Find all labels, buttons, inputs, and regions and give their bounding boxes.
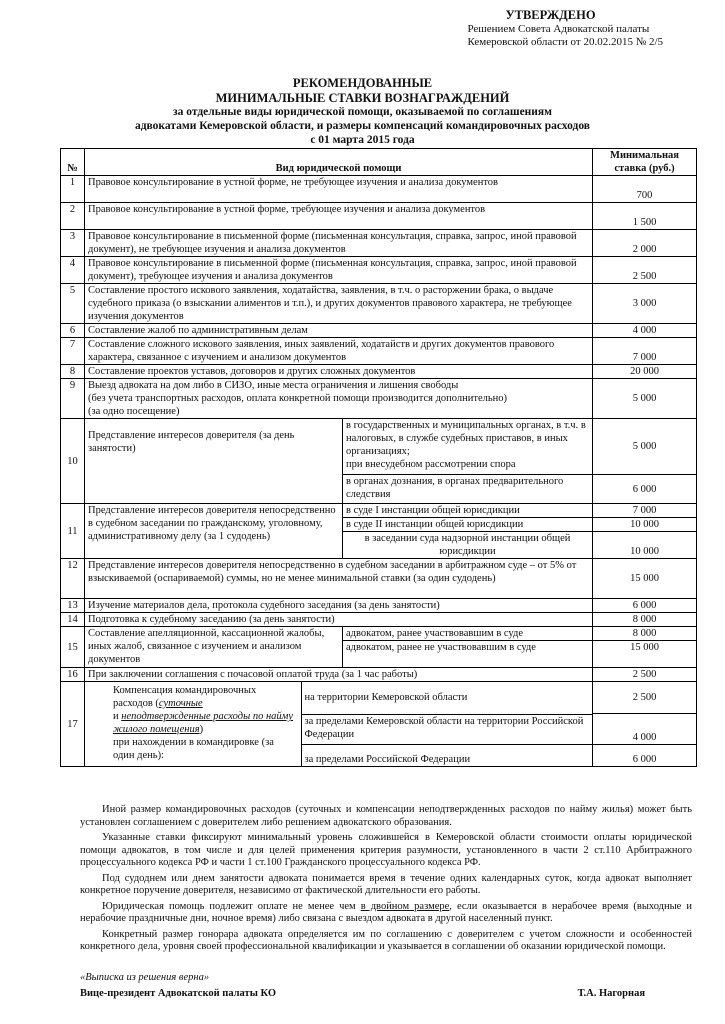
row11-sub2: в суде II инстанции общей юрисдикции [343, 518, 593, 532]
heading-line2: МИНИМАЛЬНЫЕ СТАВКИ ВОЗНАГРАЖДЕНИЙ [215, 91, 510, 105]
row-rate: 2 500 [593, 668, 697, 682]
row11-sub3: в заседании суда надзорной инстанции общей юрисдикции [343, 532, 593, 559]
row-text: Составление сложного искового заявления, иных заявлений, ходатайств и других документов правового характера, связанное с изучением и анализом документов [85, 338, 593, 365]
table-row [61, 230, 697, 257]
row-text: Представление интересов доверителя непосредственно в судебном заседании по гражданскому, уголовному, административному делу (за 1 судодень) [85, 504, 343, 559]
row-rate: 6 000 [593, 744, 697, 766]
table-row [61, 284, 697, 324]
table-row [61, 203, 697, 230]
row-text: Подготовка к судебному заседанию (за день занятости) [85, 613, 593, 627]
row-rate: 6 000 [593, 475, 697, 504]
row-num: 7 [61, 338, 85, 365]
extract-note: «Выписка из решения верна» [80, 972, 210, 983]
row17-text [85, 682, 301, 766]
row-rate: 10 000 [593, 518, 697, 532]
row-rate: 700 [593, 176, 697, 203]
r17-t4: при нахождении в командировке (за один день): [113, 737, 274, 761]
r17-t3: ) [199, 724, 204, 735]
row-text: Правовое консультирование в устной форме, требующее изучения и анализа документов [85, 203, 593, 230]
row-rate: 2 500 [593, 257, 697, 284]
approval-block [467, 8, 663, 49]
signature-line [80, 988, 645, 1001]
rates-table [60, 148, 697, 767]
table-row [61, 599, 697, 613]
row-text: Изучение материалов дела, протокола судебного заседания (за день занятости) [85, 599, 593, 613]
table-row [61, 379, 697, 419]
row-num: 4 [61, 257, 85, 284]
heading-line5: с 01 марта 2015 года [310, 133, 415, 146]
row-num: 3 [61, 230, 85, 257]
row-text: Представление интересов доверителя (за день занятости) [85, 419, 343, 504]
row-rate: 2 000 [593, 230, 697, 257]
row-text: Представление интересов доверителя непосредственно в судебном заседании в арбитражном суде – от 5% от взыскиваемой (оспариваемой) суммы, но не менее минимальной ставки (за один судодень) [85, 559, 593, 599]
note-3: Под судоднем или днем занятости адвоката понимается время в течение одних календарных суток, когда адвокат выполняет конкретное поручение доверителя, независимо от фактической длительности его работы. [80, 872, 692, 896]
approval-title: УТВЕРЖДЕНО [505, 8, 596, 22]
note-4b: , если оказывается в нерабочее время (выходные и нерабочие праздничные дни, ночное время) либо связана с выездом адвоката в другой населенный пункт. [80, 900, 692, 924]
row-text: Правовое консультирование в письменной форме (письменная консультация, справка, запрос, иной правовой документ), не требующее изучения и анализа документов [85, 230, 593, 257]
signer-position: Вице-президент Адвокатской палаты КО [80, 988, 277, 999]
signer-name: Т.А. Нагорная [577, 988, 645, 999]
table-row [61, 176, 697, 203]
row10-sub1b-text: при внесудебном рассмотрении спора [346, 459, 516, 470]
row-num: 10 [61, 419, 85, 504]
table-row [61, 668, 697, 682]
table-header [61, 149, 697, 176]
r17-t1: Компенсация командировочных расходов ( [113, 685, 257, 709]
notes-section [80, 804, 692, 957]
table-row [61, 682, 697, 714]
row-rate: 4 000 [593, 324, 697, 338]
row-num: 15 [61, 627, 85, 668]
row-num: 1 [61, 176, 85, 203]
r17-t2: и [113, 711, 119, 722]
table-row [61, 627, 697, 641]
row-num: 8 [61, 365, 85, 379]
row-num: 5 [61, 284, 85, 324]
row-num: 17 [61, 682, 85, 767]
row9-line2: (без учета транспортных расходов, оплата конкретной помощи производится дополнительно) [88, 393, 508, 404]
table-row [61, 324, 697, 338]
row17-sub1: на территории Кемеровской области [301, 682, 592, 714]
row15-sub2: адвокатом, ранее не участвовавшим в суде [343, 641, 593, 668]
table-row [61, 257, 697, 284]
row-rate: 15 000 [593, 641, 697, 668]
row11-sub1: в суде I инстанции общей юрисдикции [343, 504, 593, 518]
row-rate: 1 500 [593, 203, 697, 230]
row-rate: 8 000 [593, 627, 697, 641]
row17-sub2: за пределами Кемеровской области на территории Российской Федерации [301, 714, 592, 744]
row-rate: 7 000 [593, 338, 697, 365]
r17-t1u: суточные [158, 698, 203, 709]
row-text: При заключении соглашения с почасовой оплатой труда (за 1 час работы) [85, 668, 593, 682]
row-text: Правовое консультирование в устной форме, не требующее изучения и анализа документов [85, 176, 593, 203]
document-heading [0, 76, 725, 147]
row-text [85, 379, 593, 419]
row-num: 11 [61, 504, 85, 559]
row-text: Составление жалоб по административным делам [85, 324, 593, 338]
note-4a: Юридическая помощь подлежит оплате не менее чем [102, 900, 361, 912]
heading-line3: за отдельные виды юридической помощи, оказываемой по соглашениям [173, 106, 552, 118]
approval-line1: Решением Совета Адвокатской палаты [467, 23, 650, 35]
row-num: 9 [61, 379, 85, 419]
row-num: 12 [61, 559, 85, 599]
row10-sub1-text: в государственных и муниципальных органах, в т.ч. в налоговых, в службе судебных приставов, в иных организациях; [346, 420, 586, 457]
row-rate: 5 000 [593, 379, 697, 419]
row9-line1: Выезд адвоката на дом либо в СИЗО, иные места ограничения и лишения свободы [88, 380, 459, 391]
note-2: Указанные ставки фиксируют минимальный уровень сложившейся в Кемеровской области стоимости оплаты юридической помощи адвокатов, в том числе и для целей применения критерия разумности, установленного в части 2 ст.110 Арбитражного процессуального кодекса РФ и части 1 ст.100 Гражданского процессуального кодекса РФ. [80, 832, 692, 868]
row-rate: 20 000 [593, 365, 697, 379]
row-num: 6 [61, 324, 85, 338]
row-num: 14 [61, 613, 85, 627]
row-rate: 5 000 [593, 419, 697, 475]
row-rate: 8 000 [593, 613, 697, 627]
header-rate: Минимальная ставка (руб.) [593, 149, 697, 176]
row-text: Составление проектов уставов, договоров и других сложных документов [85, 365, 593, 379]
table-row [61, 613, 697, 627]
table-row [61, 559, 697, 599]
approval-line2: Кемеровской области от 20.02.2015 № 2/5 [467, 36, 663, 49]
row-rate: 2 500 [593, 682, 697, 714]
note-4 [80, 901, 692, 926]
row9-line3: (за одно посещение) [88, 406, 180, 417]
table-row [61, 365, 697, 379]
r17-t2u: неподтвержденные расходы по найму жилого помещения [113, 711, 294, 735]
row-num: 13 [61, 599, 85, 613]
table-row [61, 338, 697, 365]
row-text: Составление простого искового заявления, ходатайства, заявления, в т.ч. о расторжении брака, о выдаче судебного приказа (о взыскании алиментов и т.п.), и других документов правового характера, не требующее изучения документов [85, 284, 593, 324]
row-rate: 7 000 [593, 504, 697, 518]
note-4-underlined: в двойном размере [360, 900, 450, 912]
row-rate: 10 000 [593, 532, 697, 559]
row10-sub1 [343, 419, 593, 475]
row-num: 2 [61, 203, 85, 230]
note-5: Конкретный размер гонорара адвоката определяется им по соглашению с доверителем с учетом сложности и особенностей конкретного дела, уровня своей профессиональной квалификации и указывается в соглашении об оказании юридической помощи. [80, 928, 692, 952]
row15-sub1: адвокатом, ранее участвовавшим в суде [343, 627, 593, 641]
note-1: Иной размер командировочных расходов (суточных и компенсации неподтвержденных расходов по найму жилья) может быть установлен соглашением с доверителем либо решением адвокатского образования. [80, 804, 692, 828]
row-rate: 4 000 [593, 714, 697, 744]
heading-line4: адвокатами Кемеровской области, и размеры компенсаций командировочных расходов [134, 119, 591, 132]
table-row [61, 419, 697, 475]
row17-sub3: за пределами Российской Федерации [301, 744, 592, 766]
row-rate: 3 000 [593, 284, 697, 324]
heading-line1: РЕКОМЕНДОВАННЫЕ [292, 76, 433, 90]
row17-inner [85, 682, 592, 766]
header-type: Вид юридической помощи [85, 149, 593, 176]
header-num: № [61, 149, 85, 176]
row-rate: 15 000 [593, 559, 697, 599]
table-row [61, 504, 697, 518]
row-text: Правовое консультирование в письменной форме (письменная консультация, справка, запрос, иной правовой документ), требующее изучения и анализа документов [85, 257, 593, 284]
row-rate: 6 000 [593, 599, 697, 613]
row-text: Составление апелляционной, кассационной жалобы, иных жалоб, связанное с изучением и анализом документов [85, 627, 343, 668]
row17-cell [85, 682, 593, 767]
row10-sub2: в органах дознания, в органах предварительного следствия [343, 475, 593, 504]
row-num: 16 [61, 668, 85, 682]
